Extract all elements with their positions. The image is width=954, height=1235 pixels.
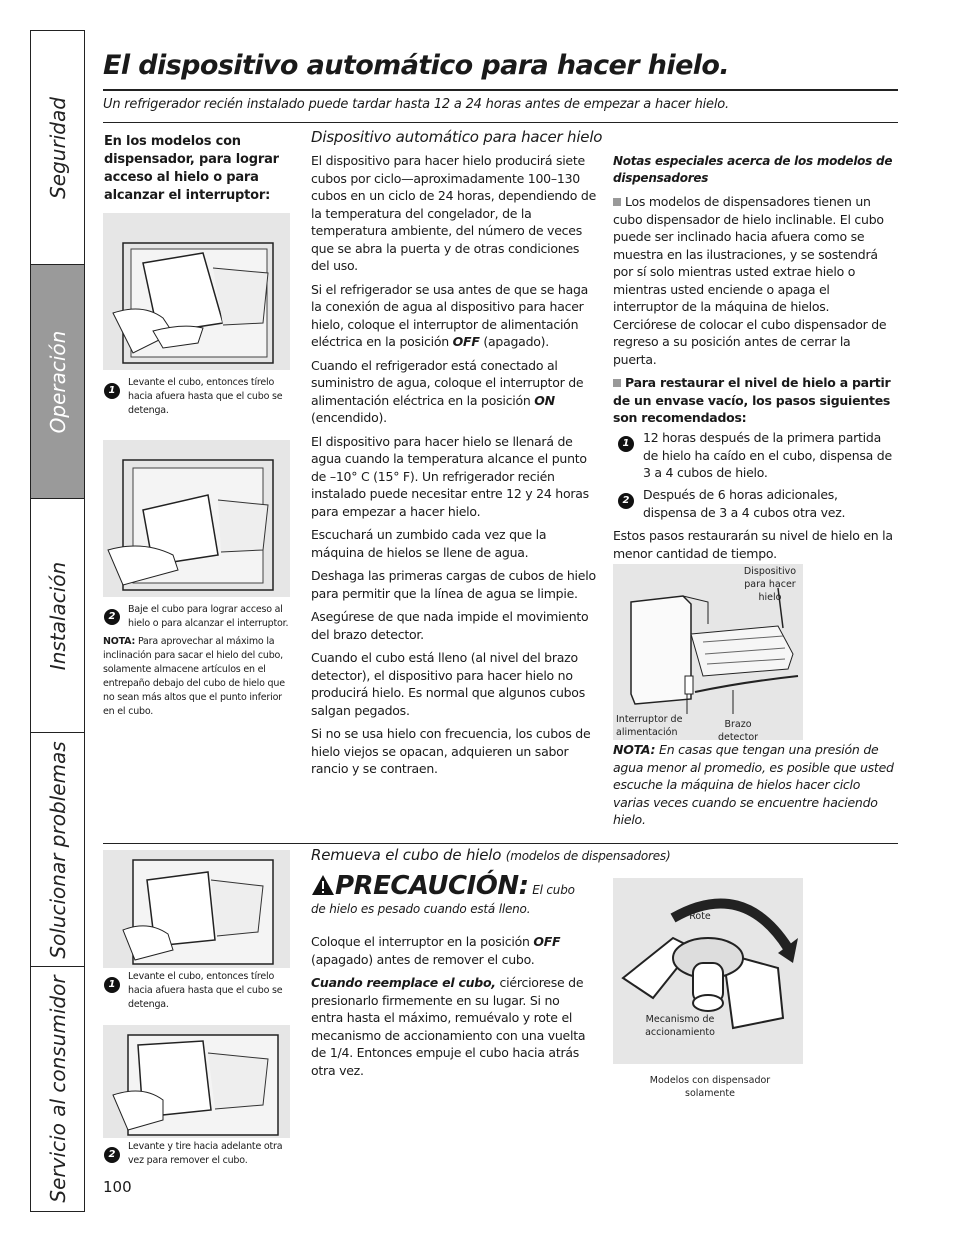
caution-block bbox=[311, 871, 581, 918]
bin-removal-illustration-2 bbox=[103, 1025, 290, 1138]
tab-seguridad[interactable] bbox=[31, 31, 84, 265]
right-body bbox=[613, 153, 895, 433]
label-modelos: Modelos con dispensador solamente bbox=[649, 1075, 771, 1099]
step-number: 2 bbox=[104, 609, 120, 625]
tab-label: Solucionar problemas bbox=[45, 740, 70, 959]
bin-illustration-2 bbox=[103, 440, 290, 597]
step-number: 2 bbox=[104, 1147, 120, 1163]
restore-text: Estos pasos restaurarán su nivel de hielo en la menor cantidad de tiempo. bbox=[613, 528, 893, 561]
section-heading: Dispositivo automático para hacer hielo bbox=[311, 128, 603, 146]
text: (apagado). bbox=[483, 334, 550, 349]
note-text: Para aprovechar al máximo la inclinación para sacar el hielo del cubo, solamente almacene artículos en el entrepaño debajo del cubo de hielo que no sean más altos que el punto inferior en el cubo. bbox=[103, 636, 285, 717]
restore-step: Después de 6 horas adicionales, dispensa de 3 a 4 cubos otra vez. bbox=[643, 487, 846, 520]
step-number: 2 bbox=[618, 493, 634, 509]
paragraph: Cuando el cubo está lleno (al nivel del brazo detector), el dispositivo para hacer hielo no producirá hielo. Es normal que algunos cubos salgan pegados. bbox=[311, 650, 585, 718]
text: (encendido). bbox=[311, 410, 387, 425]
restore-step: 12 horas después de la primera partida de hielo ha caído en el cubo, dispensa de 3 a 4 cubos de hielo. bbox=[643, 430, 892, 480]
paragraph bbox=[311, 933, 586, 968]
bin-illustration-1 bbox=[103, 213, 290, 370]
step-caption: Levante el cubo, entonces tírelo hacia afuera hasta que el cubo se detenga. bbox=[128, 377, 283, 416]
middle-body bbox=[311, 152, 601, 784]
paragraph: Deshaga las primeras cargas de cubos de hielo para permitir que la línea de agua se limpie. bbox=[311, 568, 596, 601]
page-subtitle: Un refrigerador recién instalado puede tardar hasta 12 a 24 horas antes de empezar a hacer hielo. bbox=[103, 97, 729, 112]
section-rule bbox=[103, 843, 898, 844]
text: Cuando el refrigerador está conectado al suministro de agua, coloque el interruptor de alimentación eléctrica en la posición bbox=[311, 357, 584, 408]
paragraph: Si no se usa hielo con frecuencia, los cubos de hielo viejos se opacan, adquieren un sabor rancio y se contraen. bbox=[311, 726, 591, 776]
off-label: OFF bbox=[533, 934, 561, 949]
paragraph: Escuchará un zumbido cada vez que la máquina de hielos se llene de agua. bbox=[311, 527, 547, 560]
note-text: En casas que tengan una presión de agua menor al promedio, es posible que usted escuche la máquina de hielos hacer ciclo varias veces cuando se encuentre haciendo hielo. bbox=[613, 742, 894, 827]
text: Coloque el interruptor en la posición bbox=[311, 934, 530, 949]
note-label: NOTA: bbox=[613, 742, 656, 757]
off-label: OFF bbox=[452, 334, 480, 349]
step-caption: Levante el cubo, entonces tírelo hacia afuera hasta que el cubo se detenga. bbox=[128, 971, 283, 1010]
text: ciérciorese de presionarlo firmemente en su lugar. Si no entra hasta el máximo, remuévalo y rote el mecanismo de accionamiento con una vuelta de 1/4. Entonces empuje el cubo hacia atrás otra vez. bbox=[311, 975, 586, 1078]
page-number: 100 bbox=[103, 1178, 132, 1196]
paragraph bbox=[311, 281, 601, 351]
tab-solucionar-problemas[interactable] bbox=[31, 733, 84, 967]
step-caption: Levante y tire hacia adelante otra vez para remover el cubo. bbox=[128, 1141, 283, 1166]
tab-label: Servicio al consumidor bbox=[45, 975, 70, 1203]
step-number: 1 bbox=[104, 977, 120, 993]
section-tabs bbox=[30, 30, 85, 1212]
title-rule bbox=[103, 89, 898, 91]
paragraph: El dispositivo para hacer hielo producirá siete cubos por ciclo—aproximadamente 100–130 cubos en un ciclo de 24 horas, dependiendo de la temperatura del congelador, de la temperatura ambiente, del número de veces que se abra la puerta y de otras condiciones del uso. bbox=[311, 153, 597, 273]
left-lead: En los modelos con dispensador, para lograr acceso al hielo o para alcanzar el interruptor: bbox=[104, 134, 279, 203]
warning-icon bbox=[311, 874, 335, 896]
heading-text: Remueva el cubo de hielo bbox=[311, 846, 502, 864]
step-caption: Baje el cubo para lograr acceso al hielo o para alcanzar el interruptor. bbox=[128, 604, 289, 629]
bold-lead: Cuando reemplace el cubo, bbox=[311, 975, 496, 990]
paragraph bbox=[311, 974, 586, 1079]
removal-body bbox=[311, 933, 586, 1085]
paragraph: El dispositivo para hacer hielo se llenará de agua cuando la temperatura alcance el punto de –10° C (15° F). Un refrigerador recién instalado puede necesitar entre 12 y 24 horas para empezar a hacer hielo. bbox=[311, 433, 589, 519]
label-rote: Rote bbox=[689, 911, 711, 922]
tab-label: Seguridad bbox=[45, 96, 70, 199]
heading-sub: (modelos de dispensadores) bbox=[505, 849, 671, 863]
left-note bbox=[103, 635, 290, 719]
label-dispositivo: Dispositivo para hacer hielo bbox=[743, 566, 797, 603]
caution-text: El cubo de hielo es pesado cuando está lleno. bbox=[311, 883, 575, 916]
step-number: 1 bbox=[104, 383, 120, 399]
removal-heading bbox=[311, 846, 670, 864]
tab-label: Instalación bbox=[45, 561, 70, 670]
note-label: NOTA: bbox=[103, 636, 136, 647]
step-number: 1 bbox=[618, 436, 634, 452]
label-mecanismo: Mecanismo de accionamiento bbox=[645, 1014, 715, 1038]
bullet-item bbox=[613, 193, 895, 368]
text: Si el refrigerador se usa antes de que se haga la conexión de agua al dispositivo para hacer hielo, coloque el interruptor de alimentación eléctrica en la posición bbox=[311, 281, 589, 349]
paragraph: Asegúrese de que nada impide el movimiento del brazo detector. bbox=[311, 609, 589, 642]
caution-title: PRECAUCIÓN: bbox=[335, 871, 529, 901]
page-title: El dispositivo automático para hacer hielo. bbox=[103, 50, 730, 81]
tab-instalacion[interactable] bbox=[31, 499, 84, 733]
tab-operacion[interactable] bbox=[31, 265, 84, 499]
bin-removal-illustration-1 bbox=[103, 850, 290, 968]
label-brazo: Brazo detector bbox=[717, 719, 759, 743]
notes-heading: Notas especiales acerca de los modelos de dispensadores bbox=[613, 154, 893, 185]
text: (apagado) antes de remover el cubo. bbox=[311, 951, 535, 967]
text: Los modelos de dispensadores tienen un cubo dispensador de hielo inclinable. El cubo puede ser inclinado hacia afuera como se muestra en las ilustraciones, y se sostendrá por sí solo mientras usted extrae hielo o mientras usted enciende o apaga el interruptor de la máquina de hielos. Cerciórese de colocar el cubo dispensador de regreso a su posición antes de cerrar la puerta. bbox=[613, 194, 887, 367]
label-interruptor: Interruptor de alimentación bbox=[616, 714, 683, 738]
paragraph bbox=[311, 357, 601, 427]
bullet-icon bbox=[613, 379, 621, 387]
text: Para restaurar el nivel de hielo a partir de un envase vacío, los pasos siguientes son recomendados: bbox=[613, 375, 891, 425]
tab-servicio-consumidor[interactable] bbox=[31, 967, 84, 1211]
subtitle-rule bbox=[103, 122, 898, 123]
tab-label: Operación bbox=[45, 330, 70, 433]
bullet-icon bbox=[613, 198, 621, 206]
right-note bbox=[613, 741, 895, 829]
on-label: ON bbox=[534, 392, 555, 408]
bullet-item bbox=[613, 374, 895, 427]
